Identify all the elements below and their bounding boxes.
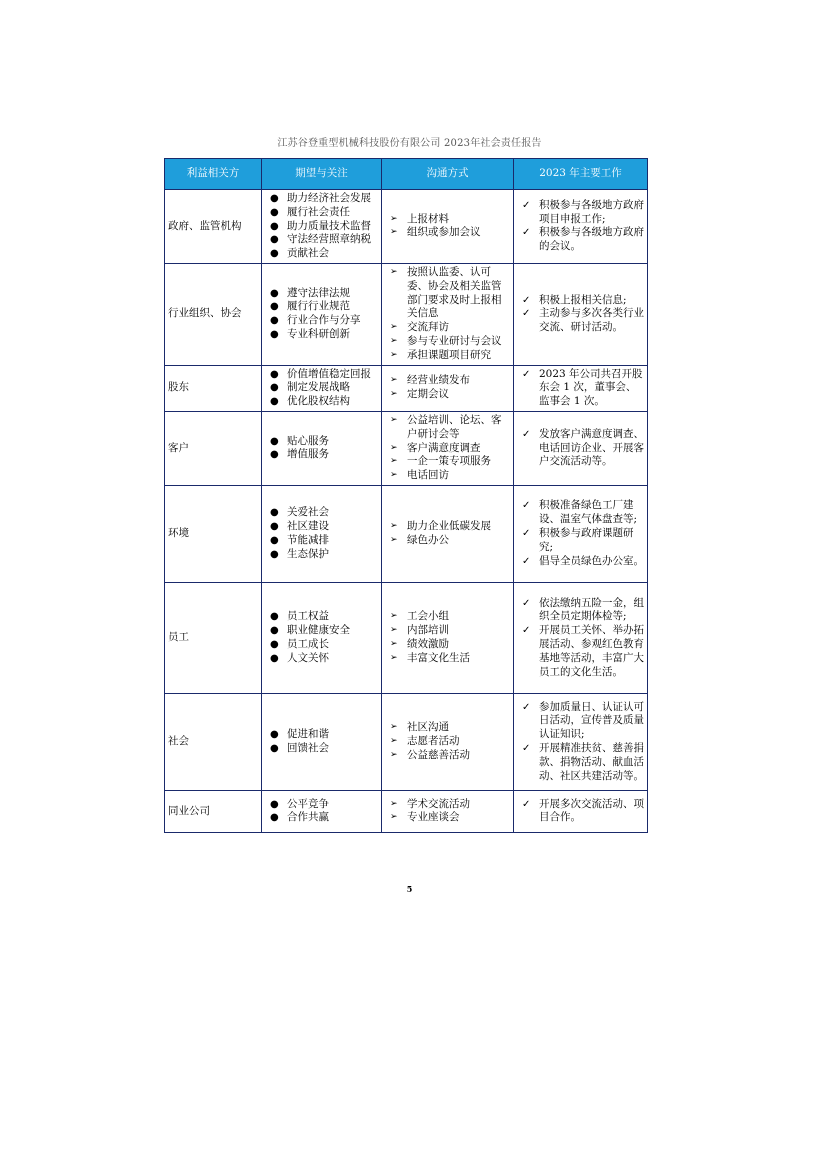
- arrow-marker: ➢: [390, 213, 398, 224]
- check-marker: ✓: [522, 199, 531, 211]
- method-item: [385, 735, 510, 749]
- arrow-marker: ➢: [390, 722, 398, 733]
- bullet-marker: ●: [270, 812, 279, 824]
- table-row: [165, 485, 648, 582]
- bullet-marker: ●: [270, 301, 279, 313]
- bullet-marker: ●: [270, 435, 279, 447]
- arrow-marker: ➢: [390, 266, 398, 277]
- expectation-text: 履行行业规范: [287, 300, 350, 313]
- bullet-marker: ●: [270, 368, 279, 380]
- arrow-marker: ➢: [390, 812, 398, 823]
- methods-cell: [382, 190, 514, 264]
- bullet-marker: ●: [270, 220, 279, 232]
- method-list: [385, 520, 510, 548]
- work-list: [517, 798, 644, 826]
- work-text: 主动参与多次各类行业交流、研讨活动。: [539, 307, 644, 334]
- expectation-text: 关爱社会: [287, 506, 329, 519]
- expectations-cell: [262, 411, 382, 485]
- work-item: [517, 527, 644, 555]
- expectation-text: 助力经济社会发展: [287, 192, 371, 204]
- check-marker: ✓: [522, 368, 531, 380]
- work-item: [517, 597, 644, 625]
- stakeholder-cell: 政府、监管机构: [165, 190, 262, 264]
- method-text: 电话回访: [407, 469, 449, 482]
- expectation-item: [265, 506, 378, 520]
- method-text: 交流拜访: [407, 321, 449, 334]
- bullet-marker: ●: [270, 729, 279, 741]
- method-item: [385, 226, 510, 240]
- expectation-text: 增值服务: [287, 448, 329, 461]
- methods-cell: [382, 485, 514, 582]
- work-text: 积极参与各级地方政府项目申报工作;: [539, 198, 644, 225]
- work-list: [517, 428, 644, 469]
- expectation-list: [265, 368, 378, 409]
- expectation-item: [265, 728, 378, 742]
- method-item: [385, 652, 510, 666]
- method-item: [385, 442, 510, 456]
- work-list: [517, 294, 644, 335]
- expectation-item: [265, 300, 378, 314]
- expectation-text: 专业科研创新: [287, 328, 350, 341]
- stakeholder-cell: 员工: [165, 582, 262, 693]
- arrow-marker: ➢: [390, 442, 398, 453]
- methods-cell: [382, 582, 514, 693]
- bullet-marker: ●: [270, 521, 279, 533]
- work-text: 开展员工关怀、举办拓展活动、参观红色教育基地等活动，丰富广大员工的文化生活。: [539, 624, 644, 678]
- stakeholder-cell: 社会: [165, 693, 262, 790]
- method-item: [385, 335, 510, 349]
- expectation-text: 节能减排: [287, 533, 329, 546]
- bullet-marker: ●: [270, 625, 279, 637]
- expectation-text: 回馈社会: [287, 741, 329, 754]
- arrow-marker: ➢: [390, 749, 398, 760]
- method-item: [385, 266, 510, 321]
- arrow-marker: ➢: [390, 625, 398, 636]
- work-cell: [514, 190, 648, 264]
- method-list: [385, 721, 510, 762]
- methods-cell: [382, 411, 514, 485]
- expectation-text: 行业合作与分享: [287, 314, 361, 327]
- stakeholder-cell: 股东: [165, 365, 262, 411]
- expectation-item: [265, 220, 378, 234]
- expectation-text: 社区建设: [287, 520, 329, 533]
- method-text: 按照认监委、认可委、协会及相关监管部门要求及时上报相关信息: [407, 265, 502, 320]
- expectation-item: [265, 247, 378, 261]
- work-item: [517, 499, 644, 527]
- work-text: 2023 年公司共召开股东会 1 次，董事会、监事会 1 次。: [539, 367, 643, 408]
- method-item: [385, 638, 510, 652]
- work-cell: [514, 485, 648, 582]
- expectation-item: [265, 798, 378, 812]
- arrow-marker: ➢: [390, 652, 398, 663]
- check-marker: ✓: [522, 742, 531, 754]
- work-text: 积极参与政府课题研究;: [539, 527, 634, 553]
- expectation-item: [265, 206, 378, 220]
- method-item: [385, 749, 510, 763]
- expectations-cell: [262, 263, 382, 365]
- expectation-text: 员工成长: [287, 637, 329, 650]
- stakeholder-cell: 环境: [165, 485, 262, 582]
- expectation-item: [265, 520, 378, 534]
- method-text: 丰富文化生活: [407, 651, 470, 664]
- column-header-methods: 沟通方式: [382, 159, 514, 190]
- methods-cell: [382, 790, 514, 832]
- method-text: 客户满意度调查: [407, 441, 481, 454]
- method-list: [385, 610, 510, 665]
- bullet-marker: ●: [270, 396, 279, 408]
- arrow-marker: ➢: [390, 227, 398, 238]
- expectations-cell: [262, 190, 382, 264]
- expectation-text: 贡献社会: [287, 247, 329, 260]
- work-list: [517, 199, 644, 254]
- method-text: 经营业绩发布: [407, 374, 470, 387]
- table-row: [165, 582, 648, 693]
- arrow-marker: ➢: [390, 521, 398, 532]
- work-text: 积极参与各级地方政府的会议。: [539, 226, 644, 253]
- expectation-item: [265, 548, 378, 562]
- method-text: 专业座谈会: [407, 811, 460, 824]
- work-item: [517, 742, 644, 783]
- bullet-marker: ●: [270, 206, 279, 218]
- method-text: 参与专业研讨与会议: [407, 334, 502, 347]
- expectation-text: 优化股权结构: [287, 395, 350, 408]
- method-item: [385, 610, 510, 624]
- bullet-marker: ●: [270, 382, 279, 394]
- table-row: [165, 365, 648, 411]
- method-item: [385, 349, 510, 363]
- method-text: 内部培训: [407, 624, 449, 637]
- method-text: 绿色办公: [407, 533, 449, 546]
- work-text: 发放客户满意度调查、电话回访企业、开展客户交流活动等。: [539, 427, 644, 468]
- method-text: 上报材料: [407, 212, 449, 225]
- methods-cell: [382, 263, 514, 365]
- work-cell: [514, 365, 648, 411]
- work-item: [517, 368, 644, 409]
- check-marker: ✓: [522, 701, 531, 713]
- method-item: [385, 213, 510, 227]
- arrow-marker: ➢: [390, 456, 398, 467]
- arrow-marker: ➢: [390, 349, 398, 360]
- expectation-text: 贴心服务: [287, 434, 329, 447]
- work-list: [517, 597, 644, 680]
- check-marker: ✓: [522, 294, 531, 306]
- work-text: 倡导全员绿色办公室。: [539, 554, 644, 567]
- method-text: 助力企业低碳发展: [407, 520, 491, 533]
- arrow-marker: ➢: [390, 470, 398, 481]
- expectation-text: 制定发展战略: [287, 381, 350, 394]
- expectation-item: [265, 233, 378, 247]
- arrow-marker: ➢: [390, 736, 398, 747]
- bullet-marker: ●: [270, 248, 279, 260]
- bullet-marker: ●: [270, 742, 279, 754]
- expectations-cell: [262, 485, 382, 582]
- work-text: 开展精准扶贫、慈善捐款、捐物活动、献血活动、社区共建活动等。: [539, 741, 644, 782]
- expectation-item: [265, 534, 378, 548]
- expectation-list: [265, 192, 378, 261]
- method-text: 公益培训、论坛、客户研讨会等: [407, 413, 502, 440]
- expectation-item: [265, 742, 378, 756]
- check-marker: ✓: [522, 597, 531, 609]
- expectation-text: 合作共赢: [287, 811, 329, 824]
- bullet-marker: ●: [270, 507, 279, 519]
- check-marker: ✓: [522, 798, 531, 810]
- stakeholder-cell: 同业公司: [165, 790, 262, 832]
- check-marker: ✓: [522, 428, 531, 440]
- table-header-row: [165, 159, 648, 190]
- table-row: [165, 693, 648, 790]
- expectation-item: [265, 381, 378, 395]
- expectation-item: [265, 638, 378, 652]
- expectation-text: 遵守法律法规: [287, 286, 350, 299]
- method-item: [385, 414, 510, 442]
- method-list: [385, 414, 510, 483]
- bullet-marker: ●: [270, 234, 279, 246]
- bullet-marker: ●: [270, 652, 279, 664]
- table-row: [165, 411, 648, 485]
- arrow-marker: ➢: [390, 638, 398, 649]
- method-item: [385, 721, 510, 735]
- stakeholder-cell: 行业组织、协会: [165, 263, 262, 365]
- work-item: [517, 555, 644, 569]
- expectation-text: 守法经营照章纳税: [287, 233, 371, 246]
- bullet-marker: ●: [270, 638, 279, 650]
- stakeholder-cell: 客户: [165, 411, 262, 485]
- check-marker: ✓: [522, 308, 531, 320]
- table-row: [165, 190, 648, 264]
- expectation-item: [265, 435, 378, 449]
- work-text: 开展多次交流活动、项目合作。: [539, 797, 644, 824]
- work-text: 依法缴纳五险一金，组织全员定期体检等;: [539, 596, 644, 623]
- arrow-marker: ➢: [390, 611, 398, 622]
- method-text: 一企一策专项服务: [407, 455, 491, 468]
- column-header-expectations: 期望与关注: [262, 159, 382, 190]
- expectation-item: [265, 395, 378, 409]
- expectation-list: [265, 610, 378, 665]
- expectation-text: 公平竞争: [287, 797, 329, 810]
- method-text: 社区沟通: [407, 721, 449, 734]
- work-cell: [514, 411, 648, 485]
- work-item: [517, 624, 644, 679]
- method-item: [385, 520, 510, 534]
- expectations-cell: [262, 365, 382, 411]
- check-marker: ✓: [522, 227, 531, 239]
- expectation-text: 助力质量技术监督: [287, 219, 371, 232]
- methods-cell: [382, 693, 514, 790]
- work-cell: [514, 693, 648, 790]
- bullet-marker: ●: [270, 315, 279, 327]
- expectation-text: 促进和谐: [287, 728, 329, 741]
- bullet-marker: ●: [270, 449, 279, 461]
- expectation-item: [265, 610, 378, 624]
- method-item: [385, 811, 510, 825]
- arrow-marker: ➢: [390, 534, 398, 545]
- expectation-item: [265, 287, 378, 301]
- expectations-cell: [262, 693, 382, 790]
- methods-cell: [382, 365, 514, 411]
- method-item: [385, 321, 510, 335]
- bullet-marker: ●: [270, 611, 279, 623]
- expectation-text: 职业健康安全: [287, 624, 350, 637]
- method-list: [385, 266, 510, 363]
- method-text: 公益慈善活动: [407, 748, 470, 761]
- expectation-item: [265, 314, 378, 328]
- work-cell: [514, 790, 648, 832]
- bullet-marker: ●: [270, 193, 279, 204]
- expectation-list: [265, 435, 378, 463]
- work-text: 积极准备绿色工厂建设、温室气体盘查等;: [539, 499, 638, 526]
- method-text: 承担课题项目研究: [407, 348, 491, 361]
- expectation-item: [265, 328, 378, 342]
- arrow-marker: ➢: [390, 414, 398, 425]
- work-cell: [514, 263, 648, 365]
- table-row: [165, 263, 648, 365]
- expectation-item: [265, 192, 378, 206]
- expectation-item: [265, 811, 378, 825]
- method-list: [385, 213, 510, 241]
- method-text: 绩效激励: [407, 637, 449, 650]
- work-item: [517, 294, 644, 308]
- page-number: 5: [406, 884, 413, 894]
- work-cell: [514, 582, 648, 693]
- expectation-text: 价值增值稳定回报: [287, 367, 371, 380]
- expectation-text: 履行社会责任: [287, 205, 350, 218]
- check-marker: ✓: [522, 625, 531, 637]
- method-item: [385, 798, 510, 812]
- arrow-marker: ➢: [390, 335, 398, 346]
- column-header-stakeholder: 利益相关方: [165, 159, 262, 190]
- expectation-item: [265, 624, 378, 638]
- method-item: [385, 534, 510, 548]
- bullet-marker: ●: [270, 287, 279, 299]
- stakeholder-table: [164, 158, 648, 833]
- method-item: [385, 624, 510, 638]
- expectation-list: [265, 506, 378, 561]
- bullet-marker: ●: [270, 534, 279, 546]
- bullet-marker: ●: [270, 798, 279, 810]
- work-item: [517, 701, 644, 742]
- method-list: [385, 374, 510, 402]
- expectation-list: [265, 287, 378, 342]
- method-item: [385, 374, 510, 388]
- bullet-marker: ●: [270, 548, 279, 560]
- column-header-work: 2023 年主要工作: [514, 159, 648, 190]
- expectation-item: [265, 368, 378, 382]
- expectation-list: [265, 798, 378, 826]
- work-item: [517, 226, 644, 254]
- work-item: [517, 798, 644, 826]
- method-item: [385, 469, 510, 483]
- arrow-marker: ➢: [390, 375, 398, 386]
- work-text: 积极上报相关信息;: [539, 293, 627, 306]
- method-text: 学术交流活动: [407, 797, 470, 810]
- work-item: [517, 307, 644, 335]
- expectation-item: [265, 448, 378, 462]
- method-text: 定期会议: [407, 388, 449, 401]
- arrow-marker: ➢: [390, 798, 398, 809]
- method-item: [385, 388, 510, 402]
- expectations-cell: [262, 582, 382, 693]
- arrow-marker: ➢: [390, 389, 398, 400]
- expectation-text: 人文关怀: [287, 651, 329, 664]
- method-item: [385, 455, 510, 469]
- check-marker: ✓: [522, 555, 531, 567]
- arrow-marker: ➢: [390, 322, 398, 333]
- work-text: 参加质量日、认证认可日活动，宣传普及质量认证知识;: [539, 700, 644, 741]
- method-text: 志愿者活动: [407, 735, 460, 748]
- work-list: [517, 499, 644, 568]
- method-list: [385, 798, 510, 826]
- expectation-text: 生态保护: [287, 547, 329, 560]
- work-list: [517, 368, 644, 409]
- method-text: 工会小组: [407, 610, 449, 623]
- method-text: 组织或参加会议: [407, 226, 481, 239]
- table-row: [165, 790, 648, 832]
- expectation-text: 员工权益: [287, 610, 329, 623]
- work-item: [517, 199, 644, 227]
- bullet-marker: ●: [270, 329, 279, 341]
- check-marker: ✓: [522, 500, 531, 512]
- report-header: 江苏谷登重型机械科技股份有限公司 2023年社会责任报告: [277, 138, 542, 149]
- expectation-list: [265, 728, 378, 756]
- check-marker: ✓: [522, 528, 531, 540]
- expectations-cell: [262, 790, 382, 832]
- work-item: [517, 428, 644, 469]
- expectation-item: [265, 652, 378, 666]
- work-list: [517, 701, 644, 784]
